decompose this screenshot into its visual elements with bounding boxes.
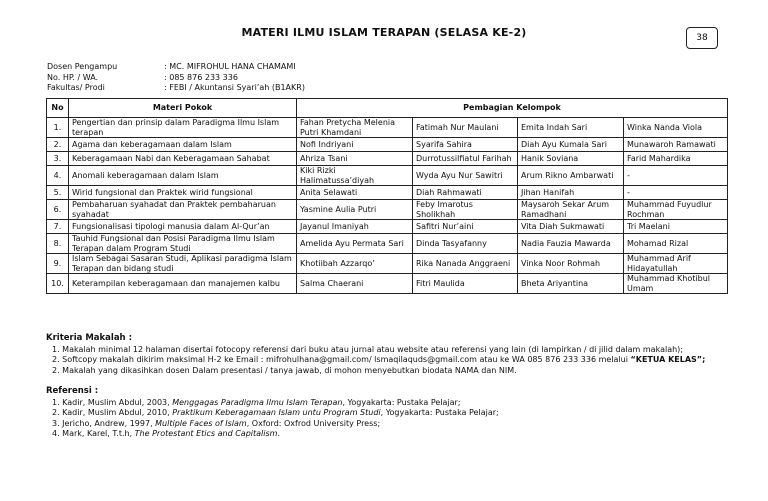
member-cell: Fitri Maulida: [413, 274, 518, 294]
kriteria-item: 2. Makalah yang dikasihkan dosen Dalam presentasi / tanya jawab, di mohon menyebutkan biodata NAMA dan NIM.: [52, 365, 517, 375]
member-cell: Munawaroh Ramawati: [624, 138, 728, 152]
member-cell: Fahan Pretycha Melenia Putri Khamdani: [297, 118, 413, 138]
materi-cell: Agama dan keberagamaan dalam Islam: [69, 138, 297, 152]
member-cell: Maysaroh Sekar Arum Ramadhani: [518, 200, 624, 220]
member-cell: -: [624, 186, 728, 200]
member-cell: Rika Nanada Anggraeni: [413, 254, 518, 274]
ref-publisher: , Oxford: Oxfrod University Press;: [246, 418, 381, 428]
info-row-phone: [47, 73, 305, 84]
member-cell: Vinka Noor Rohmah: [518, 254, 624, 274]
materi-cell: Fungsionalisasi tipologi manusia dalam Al-Qur’an: [69, 220, 297, 234]
member-cell: Jihan Hanifah: [518, 186, 624, 200]
member-cell: Khotiibah Azzarqo’: [297, 254, 413, 274]
member-cell: Bheta Ariyantina: [518, 274, 624, 294]
row-number: 9.: [47, 254, 69, 274]
member-cell: Salma Chaerani: [297, 274, 413, 294]
member-cell: Wyda Ayu Nur Sawitri: [413, 166, 518, 186]
row-number: 7.: [47, 220, 69, 234]
materi-table: [46, 98, 728, 294]
ref-title: Multiple Faces of Islam: [155, 418, 247, 428]
member-cell: Tri Maelani: [624, 220, 728, 234]
kriteria-item: 1. Makalah minimal 12 halaman disertai fotocopy referensi dari buku atau jurnal atau website atau referensi yang lain (di lampirkan / di jilid dalam makalah);: [52, 344, 683, 354]
referensi-section: [46, 386, 736, 440]
referensi-item: [46, 419, 736, 430]
table-row: [47, 254, 728, 274]
row-number: 2.: [47, 138, 69, 152]
row-number: 1.: [47, 118, 69, 138]
member-cell: Farid Mahardika: [624, 152, 728, 166]
member-cell: Fatimah Nur Maulani: [413, 118, 518, 138]
ref-title: The Protestant Etics and Capitalism: [134, 429, 278, 438]
member-cell: Yasmine Aulia Putri: [297, 200, 413, 220]
member-cell: Winka Nanda Viola: [624, 118, 728, 138]
table-row: [47, 118, 728, 138]
member-cell: -: [624, 166, 728, 186]
table-row: [47, 138, 728, 152]
info-label: Dosen Pengampu: [47, 62, 118, 71]
row-number: 4.: [47, 166, 69, 186]
member-cell: Muhammad Arif Hidayatullah: [624, 254, 728, 274]
table-row: [47, 186, 728, 200]
table-header-row: [47, 99, 728, 118]
materi-cell: Tauhid Fungsional dan Posisi Paradigma Ilmu Islam Terapan dalam Program Studi: [69, 234, 297, 254]
ref-author: 4. Mark, Karel, T.t.h,: [52, 429, 135, 438]
table-row: [47, 234, 728, 254]
table-row: [47, 166, 728, 186]
member-cell: Diah Ayu Kumala Sari: [518, 138, 624, 152]
info-row-faculty: [47, 83, 305, 94]
member-cell: Feby Imarotus Sholikhah: [413, 200, 518, 220]
page-title: MATERI ILMU ISLAM TERAPAN (SELASA KE-2): [241, 26, 527, 39]
member-cell: Nadia Fauzia Mawarda: [518, 234, 624, 254]
member-cell: Amelida Ayu Permata Sari: [297, 234, 413, 254]
info-block: [47, 62, 305, 94]
info-label: Fakultas/ Prodi: [47, 83, 105, 92]
materi-cell: Wirid fungsional dan Praktek wirid fungsional: [69, 186, 297, 200]
materi-cell: Keberagamaan Nabi dan Keberagamaan Sahabat: [69, 152, 297, 166]
table-row: [47, 220, 728, 234]
info-row-dosen: [47, 62, 305, 73]
materi-cell: Anomali keberagamaan dalam Islam: [69, 166, 297, 186]
info-value: : MC. MIFROHUL HANA CHAMAMI: [164, 62, 296, 71]
row-number: 5.: [47, 186, 69, 200]
member-cell: Safitri Nur’aini: [413, 220, 518, 234]
member-cell: Dinda Tasyafanny: [413, 234, 518, 254]
ref-title: Menggagas Paradigma Ilmu Islam Terapan: [172, 397, 343, 407]
referensi-item: [46, 398, 736, 409]
ref-publisher: .: [277, 429, 280, 438]
row-number: 6.: [47, 200, 69, 220]
softcopy-emphasis: “KETUA KELAS”;: [630, 355, 706, 364]
ref-author: 1. Kadir, Muslim Abdul, 2003,: [52, 397, 173, 407]
member-cell: Muhammad Khotibul Umam: [624, 274, 728, 294]
referensi-item: [46, 429, 736, 440]
col-header-no: No: [47, 99, 69, 118]
materi-cell: Keterampilan keberagamaan dan manajemen kalbu: [69, 274, 297, 294]
table-row: [47, 200, 728, 220]
row-number: 10.: [47, 274, 69, 294]
ref-author: 2. Kadir, Muslim Abdul, 2010,: [52, 408, 173, 417]
member-cell: Nofi Indriyani: [297, 138, 413, 152]
kriteria-title: Kriteria Makalah :: [46, 333, 132, 343]
member-cell: Jayanul Imaniyah: [297, 220, 413, 234]
materi-cell: Pembaharuan syahadat dan Praktek pembaharuan syahadat: [69, 200, 297, 220]
ref-title: Praktikum Keberagamaan Islam untu Program Studi: [172, 408, 381, 417]
materi-cell: Islam Sebagai Sasaran Studi, Aplikasi paradigma Islam Terapan dan bidang studi: [69, 254, 297, 274]
member-cell: Hanik Soviana: [518, 152, 624, 166]
referensi-title: Referensi :: [46, 386, 99, 396]
member-cell: Arum Rikno Ambarwati: [518, 166, 624, 186]
member-cell: Durrotussilfiatul Farihah: [413, 152, 518, 166]
ref-publisher: , Yogyakarta: Pustaka Pelajar;: [380, 408, 499, 417]
col-header-materi: Materi Pokok: [69, 99, 297, 118]
member-cell: Ahriza Tsani: [297, 152, 413, 166]
member-cell: Vita Diah Sukmawati: [518, 220, 624, 234]
member-cell: Emita Indah Sari: [518, 118, 624, 138]
info-value: : FEBI / Akuntansi Syari’ah (B1AKR): [164, 83, 305, 92]
member-cell: Kiki Rizki Halimatussa’diyah: [297, 166, 413, 186]
softcopy-text: 2. Softcopy makalah dikirim maksimal H-2 ke Email : mifrohulhana@gmail.com/ lsmaqilaquds@gmail.com atau ke WA 085 876 233 336 melalui: [52, 355, 631, 364]
referensi-item: [46, 408, 736, 419]
table-row: [47, 274, 728, 294]
member-cell: Syarifa Sahira: [413, 138, 518, 152]
row-number: 8.: [47, 234, 69, 254]
col-header-kelompok: Pembagian Kelompok: [297, 99, 728, 118]
member-cell: Muhammad Fuyudlur Rochman: [624, 200, 728, 220]
kriteria-section: [46, 333, 736, 376]
table-row: [47, 152, 728, 166]
ref-author: 3. Jericho, Andrew, 1997,: [52, 418, 156, 428]
info-label: No. HP. / WA.: [47, 72, 99, 82]
kriteria-item-softcopy: [46, 355, 736, 366]
info-value: : 085 876 233 336: [164, 72, 238, 82]
member-cell: Diah Rahmawati: [413, 186, 518, 200]
member-cell: Mohamad Rizal: [624, 234, 728, 254]
ref-publisher: , Yogyakarta: Pustaka Pelajar;: [342, 397, 461, 407]
row-number: 3.: [47, 152, 69, 166]
page-number-box: 38: [686, 27, 718, 49]
member-cell: Anita Selawati: [297, 186, 413, 200]
materi-cell: Pengertian dan prinsip dalam Paradigma Ilmu Islam terapan: [69, 118, 297, 138]
